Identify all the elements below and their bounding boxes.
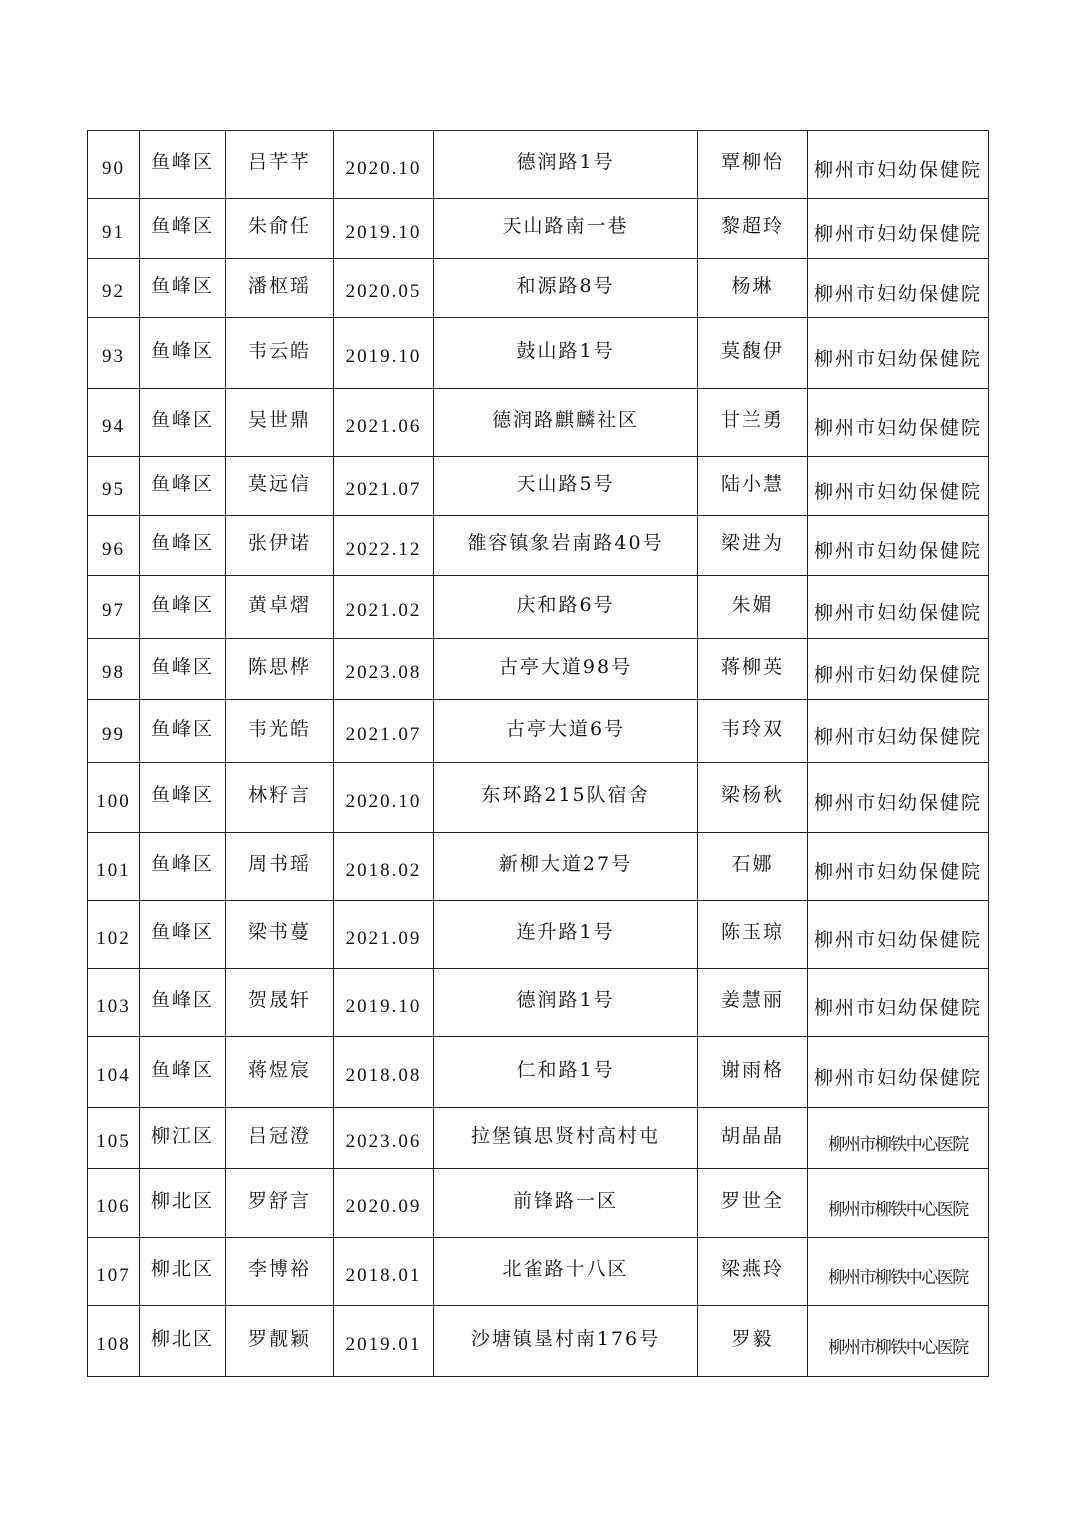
- district-cell: 柳北区: [140, 1169, 226, 1238]
- district-cell: 鱼峰区: [140, 576, 226, 639]
- hospital-cell: 柳州市妇幼保健院: [808, 457, 989, 516]
- name-cell: 潘枢瑶: [226, 259, 334, 318]
- table-row: [88, 763, 989, 833]
- district-cell: 鱼峰区: [140, 199, 226, 259]
- guardian-cell: 甘兰勇: [698, 389, 808, 457]
- date-cell: 2019.10: [334, 318, 434, 389]
- roster-table-body: [88, 131, 989, 1377]
- hospital-cell: 柳州市妇幼保健院: [808, 763, 989, 833]
- name-cell: 张伊诺: [226, 516, 334, 576]
- district-cell: 鱼峰区: [140, 901, 226, 969]
- row-number-cell: 94: [88, 389, 140, 457]
- date-cell: 2021.07: [334, 457, 434, 516]
- date-cell: 2021.09: [334, 901, 434, 969]
- address-cell: 天山路南一巷: [434, 199, 698, 259]
- guardian-cell: 蒋柳英: [698, 639, 808, 700]
- address-cell: 北雀路十八区: [434, 1238, 698, 1306]
- name-cell: 韦云皓: [226, 318, 334, 389]
- date-cell: 2018.01: [334, 1238, 434, 1306]
- hospital-cell: 柳州市妇幼保健院: [808, 389, 989, 457]
- date-cell: 2023.08: [334, 639, 434, 700]
- table-row: [88, 259, 989, 318]
- hospital-cell: 柳州市妇幼保健院: [808, 639, 989, 700]
- name-cell: 林籽言: [226, 763, 334, 833]
- date-cell: 2019.10: [334, 969, 434, 1037]
- guardian-cell: 罗世全: [698, 1169, 808, 1238]
- district-cell: 鱼峰区: [140, 833, 226, 901]
- row-number-cell: 107: [88, 1238, 140, 1306]
- guardian-cell: 陆小慧: [698, 457, 808, 516]
- hospital-cell: 柳州市妇幼保健院: [808, 969, 989, 1037]
- district-cell: 鱼峰区: [140, 259, 226, 318]
- guardian-cell: 梁杨秋: [698, 763, 808, 833]
- address-cell: 沙塘镇垦村南176号: [434, 1306, 698, 1377]
- row-number-cell: 96: [88, 516, 140, 576]
- district-cell: 柳江区: [140, 1108, 226, 1169]
- address-cell: 连升路1号: [434, 901, 698, 969]
- date-cell: 2018.02: [334, 833, 434, 901]
- guardian-cell: 朱媚: [698, 576, 808, 639]
- row-number-cell: 99: [88, 700, 140, 763]
- name-cell: 罗靓颖: [226, 1306, 334, 1377]
- district-cell: 鱼峰区: [140, 131, 226, 199]
- hospital-cell: 柳州市妇幼保健院: [808, 131, 989, 199]
- row-number-cell: 106: [88, 1169, 140, 1238]
- address-cell: 新柳大道27号: [434, 833, 698, 901]
- row-number-cell: 108: [88, 1306, 140, 1377]
- district-cell: 鱼峰区: [140, 639, 226, 700]
- name-cell: 朱俞任: [226, 199, 334, 259]
- district-cell: 柳北区: [140, 1306, 226, 1377]
- name-cell: 蒋煜宸: [226, 1037, 334, 1108]
- name-cell: 罗舒言: [226, 1169, 334, 1238]
- name-cell: 吕冠澄: [226, 1108, 334, 1169]
- table-row: [88, 833, 989, 901]
- address-cell: 雒容镇象岩南路40号: [434, 516, 698, 576]
- hospital-cell: 柳州市柳铁中心医院: [808, 1169, 989, 1238]
- name-cell: 吴世鼎: [226, 389, 334, 457]
- name-cell: 吕芊芊: [226, 131, 334, 199]
- table-row: [88, 318, 989, 389]
- table-row: [88, 457, 989, 516]
- hospital-cell: 柳州市妇幼保健院: [808, 259, 989, 318]
- guardian-cell: 梁燕玲: [698, 1238, 808, 1306]
- row-number-cell: 105: [88, 1108, 140, 1169]
- table-row: [88, 516, 989, 576]
- table-row: [88, 1108, 989, 1169]
- table-row: [88, 1238, 989, 1306]
- guardian-cell: 黎超玲: [698, 199, 808, 259]
- address-cell: 拉堡镇思贤村高村屯: [434, 1108, 698, 1169]
- guardian-cell: 罗毅: [698, 1306, 808, 1377]
- name-cell: 李博裕: [226, 1238, 334, 1306]
- date-cell: 2020.09: [334, 1169, 434, 1238]
- address-cell: 前锋路一区: [434, 1169, 698, 1238]
- row-number-cell: 95: [88, 457, 140, 516]
- address-cell: 古亭大道6号: [434, 700, 698, 763]
- roster-table: [87, 130, 989, 1377]
- guardian-cell: 覃柳怡: [698, 131, 808, 199]
- address-cell: 庆和路6号: [434, 576, 698, 639]
- guardian-cell: 杨琳: [698, 259, 808, 318]
- table-row: [88, 639, 989, 700]
- row-number-cell: 101: [88, 833, 140, 901]
- row-number-cell: 104: [88, 1037, 140, 1108]
- guardian-cell: 陈玉琼: [698, 901, 808, 969]
- row-number-cell: 102: [88, 901, 140, 969]
- hospital-cell: 柳州市妇幼保健院: [808, 516, 989, 576]
- table-row: [88, 389, 989, 457]
- address-cell: 天山路5号: [434, 457, 698, 516]
- name-cell: 黄卓熠: [226, 576, 334, 639]
- table-row: [88, 700, 989, 763]
- table-row: [88, 199, 989, 259]
- hospital-cell: 柳州市柳铁中心医院: [808, 1108, 989, 1169]
- address-cell: 和源路8号: [434, 259, 698, 318]
- guardian-cell: 姜慧丽: [698, 969, 808, 1037]
- date-cell: 2019.01: [334, 1306, 434, 1377]
- date-cell: 2022.12: [334, 516, 434, 576]
- name-cell: 莫远信: [226, 457, 334, 516]
- district-cell: 鱼峰区: [140, 457, 226, 516]
- name-cell: 梁书蔓: [226, 901, 334, 969]
- address-cell: 仁和路1号: [434, 1037, 698, 1108]
- district-cell: 柳北区: [140, 1238, 226, 1306]
- address-cell: 德润路1号: [434, 131, 698, 199]
- district-cell: 鱼峰区: [140, 969, 226, 1037]
- row-number-cell: 91: [88, 199, 140, 259]
- address-cell: 东环路215队宿舍: [434, 763, 698, 833]
- hospital-cell: 柳州市妇幼保健院: [808, 901, 989, 969]
- name-cell: 周书瑶: [226, 833, 334, 901]
- hospital-cell: 柳州市妇幼保健院: [808, 199, 989, 259]
- district-cell: 鱼峰区: [140, 700, 226, 763]
- date-cell: 2021.06: [334, 389, 434, 457]
- table-row: [88, 969, 989, 1037]
- row-number-cell: 97: [88, 576, 140, 639]
- date-cell: 2019.10: [334, 199, 434, 259]
- row-number-cell: 103: [88, 969, 140, 1037]
- address-cell: 德润路1号: [434, 969, 698, 1037]
- address-cell: 鼓山路1号: [434, 318, 698, 389]
- table-row: [88, 1306, 989, 1377]
- address-cell: 古亭大道98号: [434, 639, 698, 700]
- date-cell: 2018.08: [334, 1037, 434, 1108]
- hospital-cell: 柳州市妇幼保健院: [808, 318, 989, 389]
- date-cell: 2020.10: [334, 131, 434, 199]
- hospital-cell: 柳州市柳铁中心医院: [808, 1306, 989, 1377]
- guardian-cell: 梁进为: [698, 516, 808, 576]
- hospital-cell: 柳州市妇幼保健院: [808, 833, 989, 901]
- table-row: [88, 1169, 989, 1238]
- table-row: [88, 576, 989, 639]
- hospital-cell: 柳州市妇幼保健院: [808, 576, 989, 639]
- name-cell: 韦光皓: [226, 700, 334, 763]
- guardian-cell: 韦玲双: [698, 700, 808, 763]
- date-cell: 2023.06: [334, 1108, 434, 1169]
- row-number-cell: 90: [88, 131, 140, 199]
- address-cell: 德润路麒麟社区: [434, 389, 698, 457]
- hospital-cell: 柳州市柳铁中心医院: [808, 1238, 989, 1306]
- name-cell: 贺晟轩: [226, 969, 334, 1037]
- district-cell: 鱼峰区: [140, 318, 226, 389]
- hospital-cell: 柳州市妇幼保健院: [808, 1037, 989, 1108]
- row-number-cell: 92: [88, 259, 140, 318]
- table-row: [88, 901, 989, 969]
- district-cell: 鱼峰区: [140, 516, 226, 576]
- date-cell: 2020.10: [334, 763, 434, 833]
- guardian-cell: 石娜: [698, 833, 808, 901]
- table-row: [88, 131, 989, 199]
- table-row: [88, 1037, 989, 1108]
- guardian-cell: 莫馥伊: [698, 318, 808, 389]
- guardian-cell: 谢雨格: [698, 1037, 808, 1108]
- hospital-cell: 柳州市妇幼保健院: [808, 700, 989, 763]
- district-cell: 鱼峰区: [140, 1037, 226, 1108]
- date-cell: 2021.07: [334, 700, 434, 763]
- date-cell: 2020.05: [334, 259, 434, 318]
- district-cell: 鱼峰区: [140, 389, 226, 457]
- district-cell: 鱼峰区: [140, 763, 226, 833]
- row-number-cell: 98: [88, 639, 140, 700]
- row-number-cell: 93: [88, 318, 140, 389]
- guardian-cell: 胡晶晶: [698, 1108, 808, 1169]
- name-cell: 陈思桦: [226, 639, 334, 700]
- row-number-cell: 100: [88, 763, 140, 833]
- date-cell: 2021.02: [334, 576, 434, 639]
